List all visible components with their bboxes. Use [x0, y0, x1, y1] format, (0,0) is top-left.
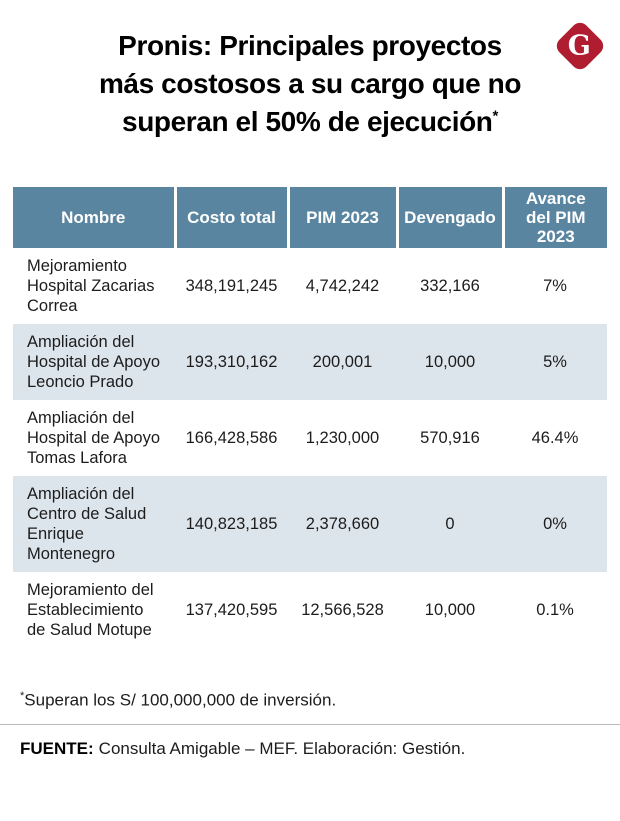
cell-avance: 5%: [543, 353, 567, 371]
cell-costo-total: 193,310,162: [185, 353, 278, 371]
cell-nombre: Ampliación del Hospital de Apoyo Tomas Lafora: [27, 409, 161, 467]
cell-devengado: 0: [445, 515, 455, 533]
table-row: [13, 248, 607, 324]
masthead: [0, 0, 620, 141]
divider-line: [0, 724, 620, 725]
column-header-devengado: Devengado: [397, 187, 503, 248]
projects-table: [13, 187, 607, 648]
cell-avance: 7%: [543, 277, 567, 295]
title-line-1: Pronis: Principales proyectos: [118, 30, 502, 61]
cell-nombre: Mejoramiento del Establecimiento de Salud Motupe: [27, 581, 154, 639]
cell-avance: 46.4%: [531, 429, 579, 447]
table-row: [13, 572, 607, 648]
cell-devengado: 10,000: [424, 353, 476, 371]
cell-pim-2023: 12,566,528: [301, 601, 384, 619]
column-header-pim: PIM 2023: [288, 187, 397, 248]
title-footnote-marker: *: [492, 107, 498, 125]
cell-pim-2023: 2,378,660: [305, 515, 380, 533]
column-header-nombre: Nombre: [13, 187, 175, 248]
cell-costo-total: 140,823,185: [185, 515, 278, 533]
cell-pim-2023: 200,001: [312, 353, 373, 371]
cell-costo-total: 137,420,595: [185, 601, 278, 619]
gestion-logo-letter: G: [568, 30, 592, 62]
column-header-costo: Costo total: [175, 187, 288, 248]
source-line: [20, 739, 620, 759]
cell-avance: 0.1%: [536, 601, 574, 619]
cell-devengado: 10,000: [424, 601, 476, 619]
source-text: Consulta Amigable – MEF. Elaboración: Gestión.: [98, 738, 466, 758]
cell-devengado: 570,916: [420, 429, 480, 447]
title-line-3: superan el 50% de ejecución*: [122, 106, 498, 137]
title-line-2: más costosos a su cargo que no: [98, 68, 522, 99]
footnote: *Superan los S/ 100,000,000 de inversión.: [20, 690, 337, 710]
cell-costo-total: 348,191,245: [185, 277, 278, 295]
cell-devengado: 332,166: [420, 277, 480, 295]
column-header-avance: Avance del PIM 2023: [503, 187, 607, 248]
cell-pim-2023: 1,230,000: [305, 429, 380, 447]
table-header-row: [13, 187, 607, 248]
cell-nombre: Mejoramiento Hospital Zacarias Correa: [27, 257, 155, 315]
table-row: [13, 324, 607, 400]
cell-avance: 0%: [543, 515, 567, 533]
cell-costo-total: 166,428,586: [185, 429, 278, 447]
source-label: FUENTE:: [20, 738, 94, 758]
cell-nombre: Ampliación del Centro de Salud Enrique Montenegro: [27, 485, 147, 563]
page-title: [0, 27, 620, 141]
table-row: [13, 476, 607, 572]
footnote-marker: *: [20, 690, 25, 702]
table-row: [13, 400, 607, 476]
cell-nombre: Ampliación del Hospital de Apoyo Leoncio Prado: [27, 333, 161, 391]
cell-pim-2023: 4,742,242: [305, 277, 380, 295]
table-header: [13, 187, 607, 248]
